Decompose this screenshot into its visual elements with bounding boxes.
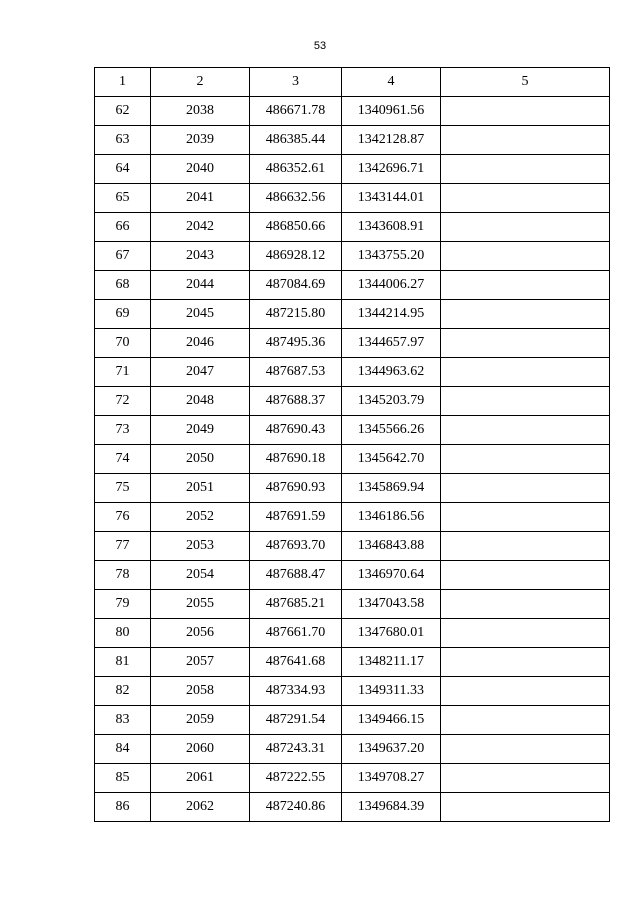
table-cell: 1342128.87 <box>342 126 441 155</box>
table-cell: 487641.68 <box>250 648 342 677</box>
table-cell: 2038 <box>151 97 250 126</box>
table-cell: 79 <box>95 590 151 619</box>
table-cell: 2046 <box>151 329 250 358</box>
header-cell: 3 <box>250 68 342 97</box>
table-cell: 487688.47 <box>250 561 342 590</box>
table-row <box>95 793 610 822</box>
table-cell: 487222.55 <box>250 764 342 793</box>
table-cell: 2056 <box>151 619 250 648</box>
table-row <box>95 735 610 764</box>
table-row <box>95 213 610 242</box>
coordinates-table <box>94 67 610 822</box>
table-row <box>95 416 610 445</box>
table-cell: 487084.69 <box>250 271 342 300</box>
table-cell <box>441 97 610 126</box>
table-cell: 1345203.79 <box>342 387 441 416</box>
table-cell: 1344657.97 <box>342 329 441 358</box>
table-cell: 70 <box>95 329 151 358</box>
table-cell: 2049 <box>151 416 250 445</box>
table-cell: 1345566.26 <box>342 416 441 445</box>
table-cell: 1343608.91 <box>342 213 441 242</box>
table-row <box>95 97 610 126</box>
table-cell: 1345642.70 <box>342 445 441 474</box>
table-cell: 487685.21 <box>250 590 342 619</box>
table-cell: 1343755.20 <box>342 242 441 271</box>
table-cell: 73 <box>95 416 151 445</box>
table-cell: 487690.18 <box>250 445 342 474</box>
table-row <box>95 706 610 735</box>
table-cell: 1349708.27 <box>342 764 441 793</box>
table-cell: 2040 <box>151 155 250 184</box>
table-cell: 76 <box>95 503 151 532</box>
table-row <box>95 503 610 532</box>
table-cell <box>441 532 610 561</box>
table-cell <box>441 590 610 619</box>
table-cell: 1348211.17 <box>342 648 441 677</box>
table-cell: 487240.86 <box>250 793 342 822</box>
table-cell <box>441 706 610 735</box>
table-cell: 1347680.01 <box>342 619 441 648</box>
table-cell: 1346186.56 <box>342 503 441 532</box>
table-cell <box>441 271 610 300</box>
table-cell: 75 <box>95 474 151 503</box>
table-row <box>95 532 610 561</box>
table-cell: 83 <box>95 706 151 735</box>
table-row <box>95 590 610 619</box>
table-row <box>95 329 610 358</box>
table-cell <box>441 619 610 648</box>
table-cell: 84 <box>95 735 151 764</box>
table-cell: 1344963.62 <box>342 358 441 387</box>
table-cell: 1343144.01 <box>342 184 441 213</box>
table-cell: 2062 <box>151 793 250 822</box>
table-cell <box>441 474 610 503</box>
table-row <box>95 387 610 416</box>
table-cell: 486352.61 <box>250 155 342 184</box>
table-cell: 66 <box>95 213 151 242</box>
table-cell: 2050 <box>151 445 250 474</box>
table-cell: 1342696.71 <box>342 155 441 184</box>
table-cell: 486850.66 <box>250 213 342 242</box>
table-cell: 80 <box>95 619 151 648</box>
table-cell <box>441 677 610 706</box>
table-cell: 1346843.88 <box>342 532 441 561</box>
table-cell <box>441 503 610 532</box>
table-row <box>95 271 610 300</box>
table-cell <box>441 358 610 387</box>
page-number: 53 <box>313 40 327 52</box>
table-cell <box>441 300 610 329</box>
table-cell <box>441 445 610 474</box>
table-cell: 1345869.94 <box>342 474 441 503</box>
table-row <box>95 126 610 155</box>
header-cell: 1 <box>95 68 151 97</box>
table-cell: 2052 <box>151 503 250 532</box>
table-cell: 86 <box>95 793 151 822</box>
table-cell: 2057 <box>151 648 250 677</box>
table-cell: 62 <box>95 97 151 126</box>
table-cell <box>441 416 610 445</box>
table-cell: 67 <box>95 242 151 271</box>
table-cell: 71 <box>95 358 151 387</box>
table-cell: 487691.59 <box>250 503 342 532</box>
table-cell: 82 <box>95 677 151 706</box>
table-cell: 68 <box>95 271 151 300</box>
table-cell <box>441 329 610 358</box>
table-cell: 74 <box>95 445 151 474</box>
table-cell: 78 <box>95 561 151 590</box>
table-cell: 487495.36 <box>250 329 342 358</box>
table-cell: 1349311.33 <box>342 677 441 706</box>
table-cell: 1349684.39 <box>342 793 441 822</box>
table-cell: 2058 <box>151 677 250 706</box>
table-cell: 2047 <box>151 358 250 387</box>
table-cell: 77 <box>95 532 151 561</box>
table-cell <box>441 735 610 764</box>
table-cell: 1346970.64 <box>342 561 441 590</box>
table-cell: 2053 <box>151 532 250 561</box>
table-cell: 486928.12 <box>250 242 342 271</box>
table-cell: 2048 <box>151 387 250 416</box>
table-cell: 63 <box>95 126 151 155</box>
table-cell: 487661.70 <box>250 619 342 648</box>
table-row <box>95 300 610 329</box>
table-cell <box>441 155 610 184</box>
table-body <box>95 68 610 822</box>
table-row <box>95 677 610 706</box>
table-row <box>95 619 610 648</box>
table-row <box>95 358 610 387</box>
table-row <box>95 445 610 474</box>
table-row <box>95 242 610 271</box>
table-cell: 1344006.27 <box>342 271 441 300</box>
table-cell: 69 <box>95 300 151 329</box>
header-cell: 5 <box>441 68 610 97</box>
table-cell: 2055 <box>151 590 250 619</box>
table-cell: 487687.53 <box>250 358 342 387</box>
table-cell: 2044 <box>151 271 250 300</box>
table-cell: 65 <box>95 184 151 213</box>
table-row <box>95 474 610 503</box>
table-cell <box>441 764 610 793</box>
table-cell: 2041 <box>151 184 250 213</box>
table-cell: 487690.93 <box>250 474 342 503</box>
table-cell: 64 <box>95 155 151 184</box>
table-cell <box>441 242 610 271</box>
table-cell <box>441 648 610 677</box>
table-row <box>95 561 610 590</box>
table-cell: 486671.78 <box>250 97 342 126</box>
table-cell <box>441 561 610 590</box>
table-cell <box>441 387 610 416</box>
table-cell: 2042 <box>151 213 250 242</box>
table-row <box>95 184 610 213</box>
table-cell: 2043 <box>151 242 250 271</box>
table-cell: 2054 <box>151 561 250 590</box>
table-cell: 1349466.15 <box>342 706 441 735</box>
table-cell: 486632.56 <box>250 184 342 213</box>
table-cell <box>441 793 610 822</box>
table-cell <box>441 126 610 155</box>
table-row <box>95 648 610 677</box>
table-cell: 1347043.58 <box>342 590 441 619</box>
table-cell: 2051 <box>151 474 250 503</box>
table-cell: 2061 <box>151 764 250 793</box>
table-cell: 487243.31 <box>250 735 342 764</box>
table-cell <box>441 213 610 242</box>
table-cell: 2045 <box>151 300 250 329</box>
table-cell: 2039 <box>151 126 250 155</box>
table-row <box>95 764 610 793</box>
table-cell: 1344214.95 <box>342 300 441 329</box>
table-cell: 1340961.56 <box>342 97 441 126</box>
table-cell: 487291.54 <box>250 706 342 735</box>
table-row <box>95 155 610 184</box>
table-cell: 487693.70 <box>250 532 342 561</box>
table-cell: 2060 <box>151 735 250 764</box>
table-cell: 487690.43 <box>250 416 342 445</box>
table-cell: 2059 <box>151 706 250 735</box>
table-cell <box>441 184 610 213</box>
table-header-row <box>95 68 610 97</box>
header-cell: 2 <box>151 68 250 97</box>
table-cell: 72 <box>95 387 151 416</box>
table-cell: 487334.93 <box>250 677 342 706</box>
table-cell: 1349637.20 <box>342 735 441 764</box>
table-cell: 81 <box>95 648 151 677</box>
table-cell: 486385.44 <box>250 126 342 155</box>
header-cell: 4 <box>342 68 441 97</box>
table-cell: 487215.80 <box>250 300 342 329</box>
table-cell: 487688.37 <box>250 387 342 416</box>
table-cell: 85 <box>95 764 151 793</box>
